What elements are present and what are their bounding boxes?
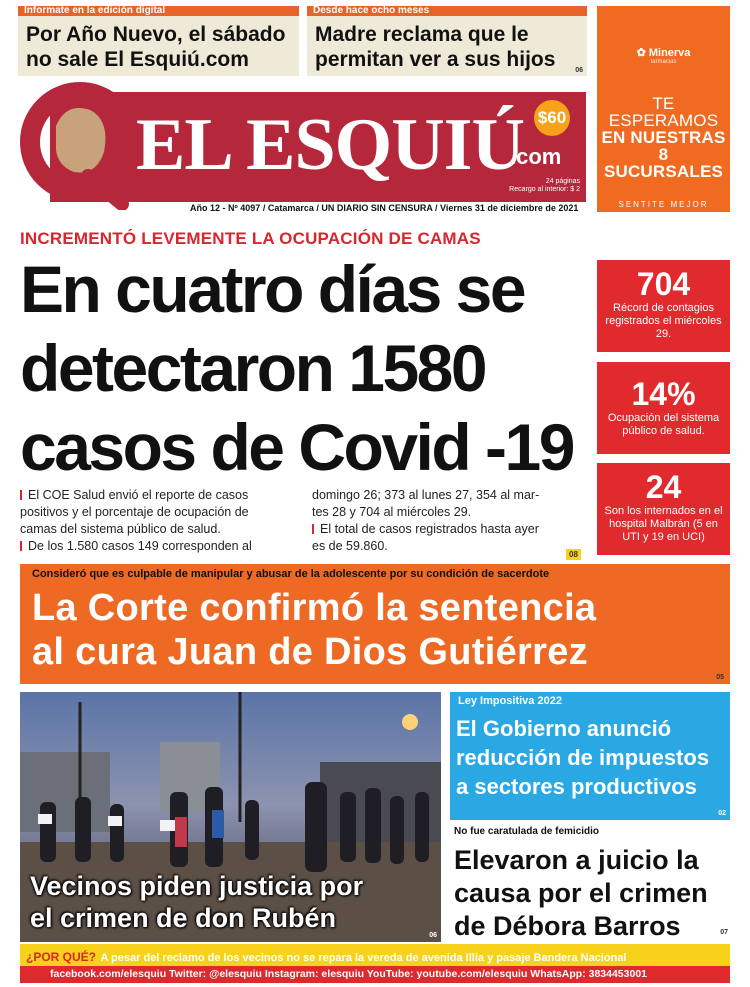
trial-story[interactable] [450,826,730,942]
main-story-kicker: INCREMENTÓ LEVEMENTE LA OCUPACIÓN DE CAMAS [20,229,481,248]
masthead-pages: 24 páginas Recargo al interior: $ 2 [509,178,580,193]
esquiu-logo-icon [18,80,138,210]
page-number: 02 [718,810,726,817]
page-number: 07 [720,929,728,936]
ad-tagline: SENTITE MEJOR [618,200,709,209]
court-kicker: Consideró que es culpable de manipular y abusar de la adolescente por su condición de sacerdote [32,568,550,580]
question-text: A pesar del reclamo de los vecinos no se repara la vereda de avenida Illia y pasaje Bandera Nacional [100,952,627,964]
social-links: facebook.com/elesquiu Twitter: @elesquiu Instagram: elesquiu YouTube: youtube.com/elesquiu WhatsApp: 3834453001 [50,968,648,980]
edition-info: Año 12 - Nº 4097 / Catamarca / UN DIARIO SIN CENSURA / Viernes 31 de diciembre de 2021 [190,203,579,213]
stat-box-hospitalized[interactable] [597,463,730,555]
stat-text: Son los internados en el hospital Malbrán (5 en UTI y 19 en UCI) [604,505,723,543]
court-headline: La Corte confirmó la sentencia al cura Juan de Dios Gutiérrez [32,587,597,673]
main-headline[interactable]: En cuatro días se detectaron 1580 casos de Covid -19 [20,252,573,484]
stat-box-occupancy[interactable] [597,362,730,454]
minerva-ad[interactable] [597,6,730,212]
stat-value: 24 [645,469,682,505]
pharmacy-logo-icon: ✿ [636,47,646,59]
trial-kicker: No fue caratulada de femicidio [454,826,600,837]
teaser-headline: Madre reclama que le permitan ver a sus hijos [315,23,556,71]
stat-value: 704 [636,266,691,302]
photo-caption: Vecinos piden justicia por el crimen de don Rubén [30,871,364,933]
bullet-mark [20,490,22,500]
stat-text: Ocupación del sistema público de salud. [607,412,720,437]
bullet-mark [20,541,22,551]
main-story-col2: domingo 26; 373 al lunes 27, 354 al mar- tes 28 y 704 al miércoles 29. El total de casos registrados hasta ayer es de 59.860. [312,488,540,553]
tax-story[interactable] [450,692,730,820]
stat-text: Récord de contagios registrados el miércoles 29. [605,302,722,340]
teaser-mother-claim[interactable] [307,6,587,76]
main-story-col1: El COE Salud envió el reporte de casos positivos y el porcentaje de ocupación de camas del sistema público de salud. De los 1.580 casos 149 corresponden al [20,488,252,553]
page-number: 05 [716,674,724,681]
ad-brand: ✿ Minerva [636,47,691,59]
court-story[interactable] [20,564,730,684]
teaser-headline: Por Año Nuevo, el sábado no sale El Esquiú.com [26,23,286,71]
teaser-digital-edition[interactable] [18,6,299,76]
photo-story[interactable] [20,692,441,942]
masthead-name: EL ESQUIÚ [136,104,524,186]
ad-brand-sub: farmacias [650,59,677,65]
trial-headline: Elevaron a juicio la causa por el crimen de Débora Barros [454,845,708,941]
page-number: 06 [429,932,437,939]
teaser-kicker: Desde hace ocho meses [313,5,430,16]
bullet-mark [312,524,314,534]
stat-box-record[interactable] [597,260,730,352]
tax-kicker: Ley Impositiva 2022 [458,695,562,707]
question-bar[interactable] [20,944,730,966]
price-badge: $60 [534,100,570,136]
question-label: ¿POR QUÉ? [26,950,97,964]
page-number: 06 [575,67,583,74]
page-number: 08 [566,549,581,560]
teaser-kicker: Informate en la edición digital [24,5,166,16]
ad-message: TE ESPERAMOS EN NUESTRAS 8 SUCURSALES [601,94,726,181]
tax-headline: El Gobierno anunció reducción de impuestos a sectores productivos [456,716,710,799]
masthead-domain: .com [510,144,562,169]
social-links-bar[interactable] [20,966,730,983]
stat-value: 14% [631,376,696,412]
